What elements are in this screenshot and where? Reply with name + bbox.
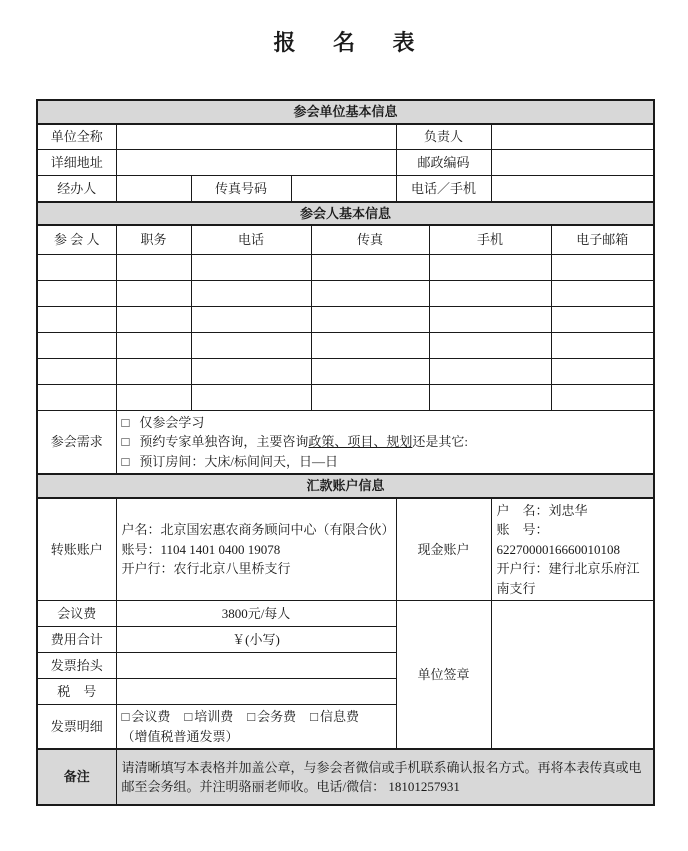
participant-cell[interactable] [551,306,654,332]
participant-cell[interactable] [429,306,551,332]
section-header-unit-info: 参会单位基本信息 [37,100,654,124]
participant-row [37,254,654,280]
participant-row [37,280,654,306]
cash-account-bank: 开户行：建行北京乐府江南支行 [496,561,640,596]
participant-cell[interactable] [311,332,429,358]
section-header-participant-info: 参会人基本信息 [37,202,654,226]
fax-label: 传真号码 [191,176,291,202]
participant-cell[interactable] [311,384,429,410]
invoice-option-information: 信息费 [319,709,359,724]
page-title: 报 名 表 [273,30,431,55]
remarks-text: 请清晰填写本表格并加盖公章，与参会者微信或手机联系确认报名方式。再将本表传真或电邮至会务组。并注明骆丽老师收。电话/微信： 18101257931 [116,749,654,805]
postcode-input[interactable] [491,150,654,176]
participant-cell[interactable] [191,306,311,332]
fax-input[interactable] [291,176,396,202]
conference-fee-value: 3800元/每人 [116,601,396,627]
phone-label: 电话／手机 [396,176,491,202]
col-header-phone: 电话 [191,225,311,254]
participant-cell[interactable] [429,254,551,280]
participant-cell[interactable] [37,280,116,306]
unit-seal-label: 单位签章 [396,601,491,750]
invoice-title-input[interactable] [116,653,396,679]
participant-row [37,358,654,384]
checkbox-icon[interactable]: □ [247,709,256,724]
participant-row [37,384,654,410]
needs-label: 参会需求 [37,410,116,474]
participant-cell[interactable] [311,280,429,306]
address-label: 详细地址 [37,150,116,176]
transfer-account-name: 户名：北京国宏惠农商务顾问中心（有限合伙） [121,522,395,537]
participant-cell[interactable] [311,306,429,332]
participant-cell[interactable] [37,332,116,358]
address-input[interactable] [116,150,396,176]
checkbox-icon[interactable]: □ [121,434,130,449]
checkbox-icon[interactable]: □ [310,709,318,724]
participant-cell[interactable] [551,280,654,306]
postcode-label: 邮政编码 [396,150,491,176]
transfer-account-number: 账号：1104 1401 0400 19078 [121,541,281,557]
needs-option-3-label: 预订房间：大床/标间间天，日—日 [139,453,338,469]
invoice-detail-label: 发票明细 [37,705,116,750]
total-fee-label: 费用合计 [37,627,116,653]
participant-cell[interactable] [116,332,191,358]
participant-cell[interactable] [116,384,191,410]
needs-option-3 [122,452,649,472]
participant-cell[interactable] [551,332,654,358]
participant-cell[interactable] [551,384,654,410]
participant-cell[interactable] [191,280,311,306]
cash-account-number: 账 号：6227000016660010108 [496,522,620,557]
transfer-account-label: 转账账户 [37,498,116,601]
col-header-fax: 传真 [311,225,429,254]
needs-options [116,410,654,474]
needs-option-1 [122,413,649,433]
needs-option-2 [122,432,649,452]
remarks-label: 备注 [37,749,116,805]
invoice-title-label: 发票抬头 [37,653,116,679]
participant-cell[interactable] [116,358,191,384]
participant-cell[interactable] [429,280,551,306]
cash-account-name: 户 名：刘忠华 [496,502,588,518]
participant-cell[interactable] [116,254,191,280]
participant-cell[interactable] [551,358,654,384]
checkbox-icon[interactable]: □ [121,709,130,724]
total-fee-value[interactable]: ￥(小写) [116,627,396,653]
checkbox-icon[interactable]: □ [121,414,130,430]
checkbox-icon[interactable]: □ [184,709,193,724]
participant-cell[interactable] [551,254,654,280]
agent-input[interactable] [116,176,191,202]
participant-cell[interactable] [191,358,311,384]
needs-option-1-label: 仅参会学习 [139,414,205,430]
checkbox-icon[interactable]: □ [121,453,130,469]
participant-row [37,306,654,332]
col-header-participant: 参 会 人 [37,225,116,254]
section-header-remittance-info: 汇款账户信息 [37,474,654,498]
registration-form-table [36,99,655,806]
conference-fee-label: 会议费 [37,601,116,627]
participant-cell[interactable] [37,254,116,280]
tax-number-input[interactable] [116,679,396,705]
participant-cell[interactable] [191,254,311,280]
participant-cell[interactable] [191,384,311,410]
participant-cell[interactable] [37,306,116,332]
needs-option-2-underlined: 政策、项目、规划 [308,434,413,449]
needs-option-2-prefix: 预约专家单独咨询，主要咨询 [139,434,309,449]
participant-cell[interactable] [116,280,191,306]
tax-number-label: 税 号 [37,679,116,705]
unit-seal-area[interactable] [491,601,654,750]
participant-cell[interactable] [116,306,191,332]
participant-cell[interactable] [429,358,551,384]
cash-account-label: 现金账户 [396,498,491,601]
transfer-account-bank: 开户行：农行北京八里桥支行 [121,561,291,576]
col-header-mobile: 手机 [429,225,551,254]
col-header-email: 电子邮箱 [551,225,654,254]
participant-cell[interactable] [311,358,429,384]
invoice-note: （增值税普通发票） [121,728,239,744]
cash-account-details [491,498,654,601]
participant-row [37,332,654,358]
col-header-position: 职务 [116,225,191,254]
agent-label: 经办人 [37,176,116,202]
leader-input[interactable] [491,124,654,150]
transfer-account-details [116,498,396,601]
invoice-detail-options [116,705,396,750]
participant-cell[interactable] [191,332,311,358]
invoice-option-conference: 会议费 [131,709,171,724]
participant-cell[interactable] [311,254,429,280]
invoice-option-affairs: 会务费 [257,709,297,724]
participant-cell[interactable] [37,358,116,384]
participant-cell[interactable] [429,384,551,410]
unit-name-input[interactable] [116,124,396,150]
phone-input[interactable] [491,176,654,202]
leader-label: 负责人 [396,124,491,150]
invoice-option-training: 培训费 [194,709,234,724]
participant-cell[interactable] [429,332,551,358]
participant-cell[interactable] [37,384,116,410]
needs-option-2-suffix: 还是其它: [412,434,469,449]
unit-name-label: 单位全称 [37,124,116,150]
